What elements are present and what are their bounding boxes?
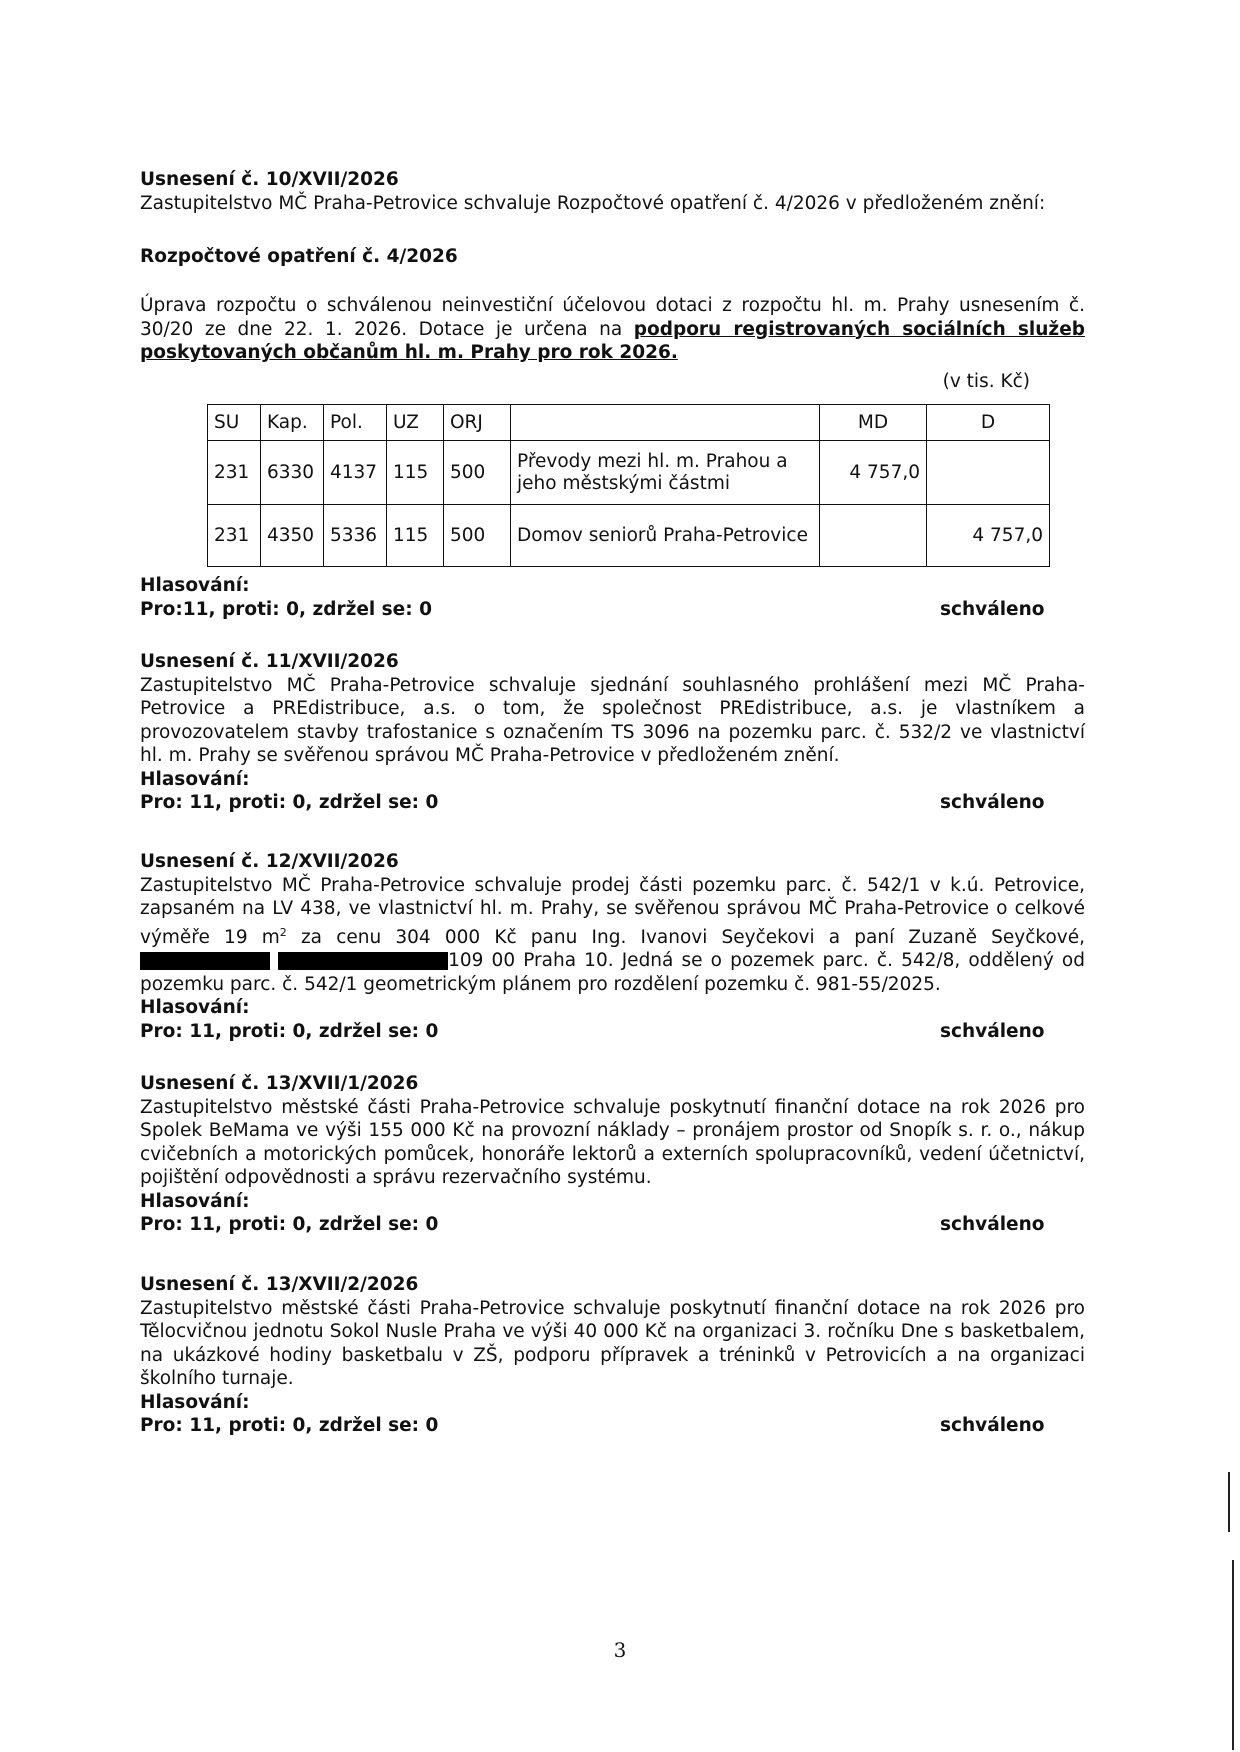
- scan-artifact: [1228, 1472, 1230, 1532]
- measure-text: Úprava rozpočtu o schválenou neinvestiční účelovou dotaci z rozpočtu hl. m. Prahy usnesením č. 30/20 ze dne 22. 1. 2026. Dotace je určena na: [140, 295, 1085, 340]
- vote-line: [140, 1213, 1085, 1237]
- vote-counts: Pro: 11, proti: 0, zdržel se: 0: [140, 792, 439, 813]
- cell-description: Domov seniorů Praha-Petrovice: [511, 505, 820, 567]
- vote-line: [140, 791, 1085, 815]
- resolution-text: Zastupitelstvo městské části Praha-Petrovice schvaluje poskytnutí finanční dotace na rok 2026 pro Spolek BeMama ve výši 155 000 Kč na provozní náklady – pronájem prostor od Snopík s. r. o., nákup cvičebních a motorických pomůcek, honoráře lektorů a externích spolupracovníků, vedení účetnictví, pojištění odpovědnosti a správu rezervačního systému.: [140, 1096, 1085, 1188]
- resolution-text: Zastupitelstvo městské části Praha-Petrovice schvaluje poskytnutí finanční dotace na rok 2026 pro Tělocvičnou jednotu Sokol Nusle Praha ve výši 40 000 Kč na organizaci 3. ročníku Dne s basketbalem, na ukázkové hodiny basketbalu v ZŠ, podporu přípravek a tréninků v Petrovicích a na organizaci školního turnaje.: [140, 1297, 1085, 1389]
- vote-line: [140, 1414, 1085, 1438]
- resolution-text: Zastupitelstvo MČ Praha-Petrovice schvaluje Rozpočtové opatření č. 4/2026 v předloženém znění:: [140, 192, 1046, 214]
- resolution-title: Usnesení č. 13/XVII/2/2026: [140, 1274, 419, 1295]
- header-md: MD: [820, 405, 927, 441]
- vote-counts: Pro:11, proti: 0, zdržel se: 0: [140, 598, 432, 620]
- vote-counts: Pro: 11, proti: 0, zdržel se: 0: [140, 1415, 439, 1436]
- cell-uz: 115: [387, 441, 444, 505]
- measure-purpose: podporu registrovaných sociálních služeb poskytovaných občanům hl. m. Prahy pro rok 2026.: [140, 318, 1085, 363]
- page-number: 3: [613, 1638, 627, 1662]
- cell-orj: 500: [444, 505, 511, 567]
- scan-artifact: [1232, 1560, 1234, 1750]
- budget-measure: [140, 245, 1085, 269]
- resolution-text-part: 109 00 Praha 10. Jedná se o pozemek parc. č. 542/8, oddělený od pozemku parc. č. 542/1 geometrickým plánem pro rozdělení pozemku č. 981-55/2025.: [140, 950, 1085, 995]
- unit-note: (v tis. Kč): [942, 371, 1030, 392]
- resolution-text: Zastupitelstvo MČ Praha-Petrovice schvaluje sjednání souhlasného prohlášení mezi MČ Praha-Petrovice a PREdistribuce, a.s. o tom, že společnost PREdistribuce, a.s. je vlastníkem a provozovatelem stavby trafostanice s označením TS 3096 na pozemku parc. č. 532/2 ve vlastnictví hl. m. Prahy se svěřenou správou MČ Praha-Petrovice v předloženém znění.: [140, 674, 1085, 766]
- resolution-text-part: za cenu 304 000 Kč panu Ing. Ivanovi Seyčekovi a paní Zuzaně Seyčkové,: [286, 926, 1085, 948]
- resolution-title: Usnesení č. 10/XVII/2026: [140, 169, 399, 190]
- header-kap: Kap.: [261, 405, 324, 441]
- measure-title: Rozpočtové opatření č. 4/2026: [140, 246, 458, 267]
- resolution-12: [140, 850, 1085, 1044]
- vote-result: schváleno: [940, 1214, 1045, 1235]
- resolution-title: Usnesení č. 13/XVII/1/2026: [140, 1073, 419, 1094]
- resolution-title: Usnesení č. 12/XVII/2026: [140, 851, 399, 872]
- cell-kap: 6330: [261, 441, 324, 505]
- table-header-row: [208, 405, 1050, 441]
- cell-su: 231: [208, 441, 261, 505]
- redaction-bar: [278, 952, 448, 970]
- vote-label: Hlasování:: [140, 997, 250, 1019]
- vote-counts: Pro: 11, proti: 0, zdržel se: 0: [140, 1214, 439, 1235]
- vote-result: schváleno: [940, 1020, 1045, 1042]
- vote-result: schváleno: [940, 1415, 1045, 1436]
- table-row: [208, 505, 1050, 567]
- vote-counts: Pro: 11, proti: 0, zdržel se: 0: [140, 1020, 439, 1042]
- cell-pol: 4137: [324, 441, 387, 505]
- vote-label: Hlasování:: [140, 575, 250, 596]
- cell-d: [927, 441, 1050, 505]
- cell-su: 231: [208, 505, 261, 567]
- superscript: 2: [279, 925, 287, 939]
- vote-line: [140, 598, 1085, 622]
- vote-label: Hlasování:: [140, 768, 250, 790]
- resolution-11: [140, 650, 1085, 815]
- header-description: [511, 405, 820, 441]
- header-su: SU: [208, 405, 261, 441]
- resolution-title: Usnesení č. 11/XVII/2026: [140, 651, 399, 672]
- cell-md: 4 757,0: [820, 441, 927, 505]
- header-orj: ORJ: [444, 405, 511, 441]
- header-pol: Pol.: [324, 405, 387, 441]
- cell-d: 4 757,0: [927, 505, 1050, 567]
- resolution-10: [140, 168, 1085, 215]
- cell-pol: 5336: [324, 505, 387, 567]
- redaction-bar: [140, 952, 270, 970]
- vote-result: schváleno: [940, 598, 1045, 620]
- cell-kap: 4350: [261, 505, 324, 567]
- measure-description: [140, 294, 1085, 365]
- header-d: D: [927, 405, 1050, 441]
- cell-description: Převody mezi hl. m. Prahou a jeho městskými částmi: [511, 441, 820, 505]
- cell-orj: 500: [444, 441, 511, 505]
- vote-line: [140, 1020, 1085, 1044]
- vote-label: Hlasování:: [140, 1190, 250, 1212]
- vote-label: Hlasování:: [140, 1391, 250, 1413]
- resolution-text: [140, 874, 1085, 997]
- cell-uz: 115: [387, 505, 444, 567]
- vote-section-10: [140, 574, 1085, 622]
- header-uz: UZ: [387, 405, 444, 441]
- cell-md: [820, 505, 927, 567]
- budget-table: [207, 404, 1050, 567]
- resolution-13-2: [140, 1273, 1085, 1438]
- resolution-text-part: Zastupitelstvo MČ Praha-Petrovice schvaluje prodej části pozemku parc. č. 542/1 v k.ú. Petrovice, zapsaném na LV 438, ve vlastnictví hl. m. Prahy, se svěřenou správou MČ Praha-Petrovice o celkové výměře 19 m: [140, 874, 1085, 948]
- vote-result: schváleno: [940, 792, 1045, 813]
- table-row: [208, 441, 1050, 505]
- resolution-13-1: [140, 1072, 1085, 1237]
